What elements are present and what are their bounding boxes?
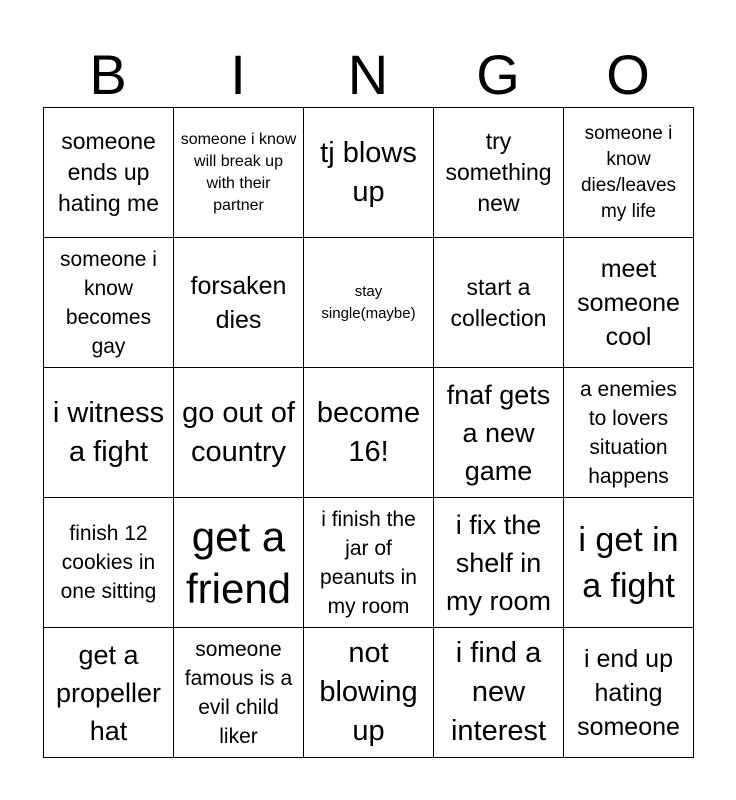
bingo-cell-r2c2[interactable]	[174, 238, 304, 368]
bingo-cell-r1c2[interactable]	[174, 108, 304, 238]
bingo-cell-r5c3[interactable]	[304, 628, 434, 758]
bingo-cell-r3c3[interactable]	[304, 368, 434, 498]
bingo-cell-text: stay single(maybe)	[321, 282, 416, 322]
bingo-cell-text: i find a new interest	[450, 637, 547, 747]
bingo-cell-r2c5[interactable]	[564, 238, 694, 368]
header-letter-n: N	[347, 43, 389, 106]
bingo-cell-text: a enemies to lovers situation happens	[580, 377, 677, 488]
bingo-cell-r2c1[interactable]	[44, 238, 174, 368]
bingo-cell-text: become 16!	[316, 396, 421, 468]
bingo-cell-text: go out of country	[182, 396, 295, 468]
bingo-cell-text: tj blows up	[320, 136, 417, 208]
bingo-cell-text: i witness a fight	[52, 396, 165, 468]
bingo-cell-r5c4[interactable]	[434, 628, 564, 758]
header-letter-o: O	[606, 43, 650, 106]
bingo-cell-text: i end up hating someone	[577, 644, 680, 741]
bingo-cell-text: not blowing up	[319, 637, 418, 747]
bingo-cell-text: i fix the shelf in my room	[445, 509, 551, 616]
bingo-cell-text: get a friend	[185, 512, 292, 612]
bingo-cell-text: i finish the jar of peanuts in my room	[320, 507, 417, 618]
bingo-cell-r1c4[interactable]	[434, 108, 564, 238]
bingo-cell-r4c2[interactable]	[174, 498, 304, 628]
bingo-cell-text: get a propeller hat	[55, 639, 162, 746]
header-letter-g: G	[476, 43, 520, 106]
bingo-cell-text: i get in a fight	[578, 520, 679, 605]
bingo-cell-text: meet someone cool	[577, 254, 680, 351]
bingo-cell-r1c3[interactable]	[304, 108, 434, 238]
bingo-cell-text: try something new	[445, 128, 552, 216]
bingo-cell-text: finish 12 cookies in one sitting	[60, 522, 157, 603]
bingo-cell-r5c2[interactable]	[174, 628, 304, 758]
bingo-cell-r4c4[interactable]	[434, 498, 564, 628]
bingo-cell-text: someone famous is a evil child liker	[184, 637, 293, 748]
bingo-cell-text: someone ends up hating me	[57, 128, 159, 216]
bingo-cell-r5c1[interactable]	[44, 628, 174, 758]
bingo-cell-text: someone i know becomes gay	[60, 247, 157, 358]
bingo-cell-r1c1[interactable]	[44, 108, 174, 238]
bingo-cell-r3c2[interactable]	[174, 368, 304, 498]
bingo-cell-r1c5[interactable]	[564, 108, 694, 238]
header-letter-b: B	[89, 43, 127, 106]
bingo-board	[43, 107, 694, 758]
bingo-cell-text: fnaf gets a new game	[446, 379, 551, 486]
bingo-cell-text: someone i know will break up with their partner	[180, 130, 297, 214]
bingo-cell-r3c5[interactable]	[564, 368, 694, 498]
bingo-header	[43, 44, 693, 106]
bingo-cell-r4c3[interactable]	[304, 498, 434, 628]
bingo-cell-r2c4[interactable]	[434, 238, 564, 368]
bingo-cell-r3c4[interactable]	[434, 368, 564, 498]
bingo-cell-text: forsaken dies	[190, 271, 287, 334]
bingo-cell-r5c5[interactable]	[564, 628, 694, 758]
bingo-cell-text: someone i know dies/leaves my life	[580, 122, 677, 222]
bingo-cell-r4c5[interactable]	[564, 498, 694, 628]
bingo-cell-r4c1[interactable]	[44, 498, 174, 628]
bingo-cell-r3c1[interactable]	[44, 368, 174, 498]
header-letter-i: I	[230, 43, 246, 106]
bingo-cell-text: start a collection	[450, 273, 547, 331]
bingo-cell-r2c3[interactable]	[304, 238, 434, 368]
